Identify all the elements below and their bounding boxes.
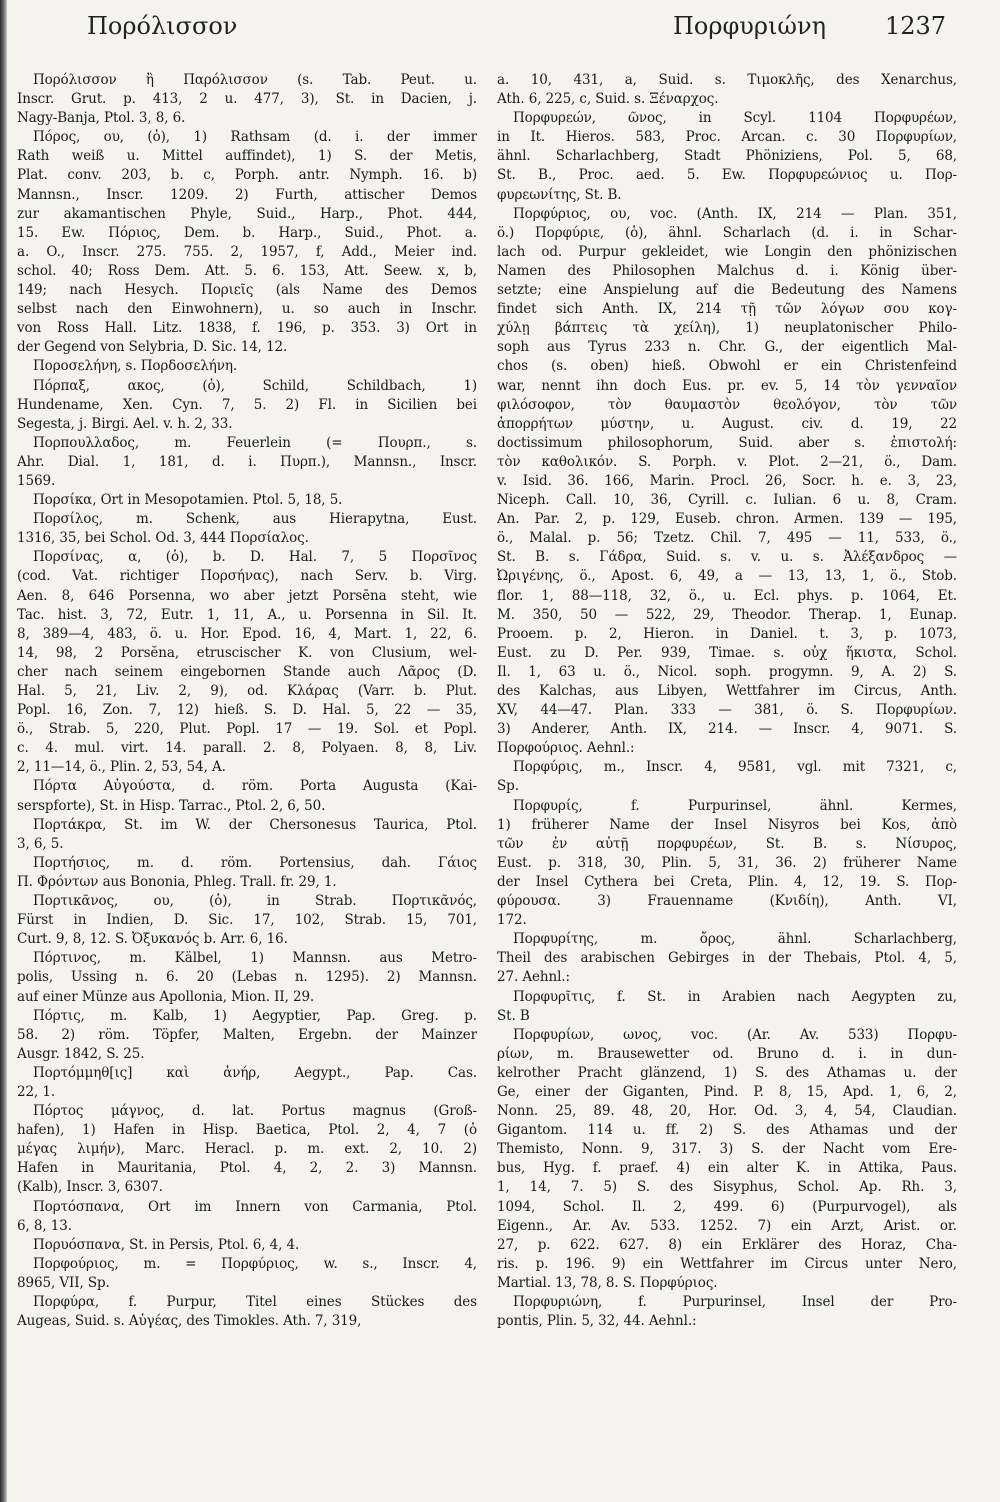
text-line: a. 10, 431, a, Suid. s. Τιμοκλῆς, des Xenarchus, (497, 72, 957, 88)
text-line: cher nach seinem eingebornen Stande auch Λᾶρος (D. (17, 663, 477, 680)
text-line: Aen. 8, 646 Porsenna, wo aber jetzt Porsēna steht, wie (17, 587, 477, 604)
entry-start-line: Πορσίκα, Ort in Mesopotamien. Ptol. 5, 18, 5. (33, 492, 343, 509)
text-line: Hafen in Mauritania, Ptol. 4, 2, 2. 3) Mannsn. (17, 1160, 477, 1177)
text-line: Fürst in Indien, D. Sic. 17, 102, Strab. 15, 701, (17, 912, 477, 929)
entry-start-line: Πορσίλος, m. Schenk, aus Hierapytna, Eust. (33, 511, 477, 528)
text-line: 3, 6, 5. (17, 835, 64, 852)
text-line: Nagy-Banja, Ptol. 3, 8, 6. (17, 110, 186, 127)
text-line: bus, Hyg. f. praef. 4) ein alter K. in Attika, Paus. (497, 1160, 957, 1177)
text-line: Namen des Philosophen Malchus d. i. König über- (497, 262, 957, 279)
entry-start-line: Πορτικᾶνος, ου, (ὁ), in Strab. Πορτικᾶνός, (33, 893, 477, 910)
text-line: 6, 8, 13. (17, 1217, 72, 1234)
text-line: flor. 1, 88—118, 32, ö., u. Ecl. phys. p. 1064, Et. (497, 587, 957, 604)
text-line: zur akamantischen Phyle, Suid., Harp., Phot. 444, (17, 205, 477, 222)
text-line: a. O., Inscr. 275. 755. 2, 1957, f, Add., Meier ind. (17, 243, 477, 260)
text-line: Segesta, j. Birgi. Ael. v. h. 2, 33. (17, 415, 233, 432)
text-line: in It. Hieros. 583, Proc. Arcan. c. 30 Πορφυρίων, (497, 129, 957, 146)
entry-start-line: Πορόλισσον ἢ Παρόλισσον (s. Tab. Peut. u. (33, 72, 477, 88)
text-line: 14, 98, 2 Porsĕna, etruscischer K. von Clusium, wel- (17, 644, 477, 661)
text-line: St. B (497, 1007, 530, 1024)
book-binding-edge (0, 0, 7, 1502)
text-line: chos (s. oben) hieß. Obwohl er ein Christenfeind (497, 358, 957, 375)
entry-start-line: Πορτόσπανα, Ort im Innern von Carmania, Ptol. (33, 1198, 477, 1215)
text-line: 8, 389—4, 483, ö. u. Hor. Epod. 16, 4, Mart. 1, 22, 6. (17, 625, 477, 642)
text-line: Πορφούριος. Aehnl.: (497, 740, 635, 757)
entry-start-line: Πορφούριος, m. = Πορφύριος, w. s., Inscr. 4, (33, 1255, 477, 1272)
text-line: c. 4. mul. virt. 14. parall. 2. 8, Polyaen. 8, 8, Liv. (17, 740, 477, 757)
text-line: 27, p. 622. 627. 8) ein Erklärer des Horaz, Cha- (497, 1236, 957, 1253)
text-line: der Insel Cythera bei Creta, Plin. 4, 12, 19. S. Πορ- (497, 873, 957, 890)
text-line: 2, 11—14, ö., Plin. 2, 53, 54, A. (17, 759, 226, 776)
text-line: Eust. zu D. Per. 939, Timae. s. οὐχ ἥκιστα, Schol. (497, 644, 957, 661)
text-line: τῶν ἐν αὐτῇ πορφυρέων, St. B. s. Νίσυρος, (497, 835, 957, 852)
entry-start-line: Πορπουλλαδος, m. Feuerlein (= Πουρπ., s. (33, 434, 477, 451)
text-line: μέγας λιμήν), Marc. Heracl. p. m. ext. 2, 10. 2) (17, 1141, 477, 1158)
text-line: χύλῃ βάπτεις τὰ χείλη), 1) neuplatonischer Philo- (497, 320, 957, 337)
text-line: ρίων, m. Brausewetter od. Bruno d. i. in dun- (497, 1045, 957, 1062)
text-line: 172. (497, 912, 527, 929)
entry-start-line: Πορφύρις, m., Inscr. 4, 9581, vgl. mit 7321, c, (513, 759, 957, 776)
text-line: ö., Strab. 5, 220, Plut. Popl. 17 — 19. Sol. et Popl. (17, 721, 477, 738)
text-line: An. Par. 2, p. 129, Euseb. chron. Armen. 139 — 195, (497, 511, 957, 528)
entry-start-line: Πορφυρεών, ῶνος, in Scyl. 1104 Πορφυρέων, (513, 110, 957, 127)
text-line: Mannsn., Inscr. 1209. 2) Furth, attischer Demos (17, 186, 477, 203)
entry-start-line: Πόρπαξ, ακος, (ὁ), Schild, Schildbach, 1) (33, 377, 477, 394)
entry-start-line: Ποροσελήνη, s. Πορδοσελήνη. (33, 358, 238, 375)
page-number: 1237 (885, 12, 947, 40)
text-line: polis, Ussing n. 6. 20 (Lebas n. 1295). 2) Mannsn. (17, 969, 477, 986)
text-line: lach od. Purpur gekleidet, wie Longin den phönizischen (497, 243, 957, 260)
text-line: ähnl. Scharlachberg, Stadt Phöniziens, Pol. 5, 68, (497, 148, 957, 165)
text-line: selbst nach den Einwohnern), u. so auch in Inschr. (17, 301, 477, 318)
text-line: ö., Malal. p. 56; Tzetz. Chil. 7, 495 — 11, 533, ö., (497, 530, 957, 547)
text-line: 1, 14, 7. 5) S. des Sisyphus, Schol. Ap. Rh. 3, (497, 1179, 957, 1196)
entry-start-line: Πορτάκρα, St. im W. der Chersonesus Taurica, Ptol. (33, 816, 477, 833)
text-line: Il. 1, 63 u. ö., Nicol. soph. progymn. 9, A. 2) S. (497, 663, 957, 680)
entry-start-line: Πορφυρίων, ωνος, voc. (Ar. Av. 533) Πορφυ- (513, 1026, 957, 1043)
text-line: v. Isid. 36. 166, Marin. Procl. 26, Socr. h. e. 3, 23, (497, 472, 957, 489)
text-line: findet sich Anth. IX, 214 τῇ τῶν λόγων σου κογ- (497, 301, 957, 318)
text-line: soph aus Tyrus 233 n. Chr. G., der eigentlich Mal- (497, 339, 957, 356)
entry-start-line: Πορτόμμηθ[ις] καὶ ἀνήρ, Aegypt., Pap. Cas. (33, 1064, 477, 1081)
entry-start-line: Πόρτος μάγνος, d. lat. Portus magnus (Groß- (33, 1103, 477, 1120)
text-line: 3) Anderer, Anth. IX, 214. — Inscr. 4, 9071. S. (497, 721, 957, 738)
text-line: Prooem. p. 2, Hieron. in Daniel. t. 3, p. 1073, (497, 625, 957, 642)
text-line: setzte; eine Anspielung auf die Bedeutung des Namens (497, 282, 957, 299)
text-line: hafen), 1) Hafen in Hisp. Baetica, Ptol. 2, 4, 7 (ὁ (17, 1122, 477, 1139)
text-line: Themisto, Nonn. 9, 317. 3) S. der Nacht vom Ere- (497, 1141, 957, 1158)
text-line: pontis, Plin. 5, 32, 44. Aehnl.: (497, 1313, 697, 1330)
text-line: 22, 1. (17, 1083, 56, 1100)
right-column (497, 71, 957, 1331)
text-line: φυρεωνίτης, St. B. (497, 186, 622, 203)
page-header (0, 12, 1000, 52)
text-line: Curt. 9, 8, 12. S. Ὀξυκανός b. Arr. 6, 16. (17, 931, 288, 948)
text-line: Hal. 5, 21, Liv. 2, 9), od. Κλάρας (Varr. b. Plut. (17, 683, 477, 699)
text-line: 1094, Schol. Il. 2, 499. 6) (Purpurvogel), als (497, 1198, 957, 1215)
text-line: Ge, einer der Giganten, Pind. P. 8, 15, Apd. 1, 6, 2, (497, 1083, 957, 1100)
text-line: 58. 2) röm. Töpfer, Malten, Ergebn. der Mainzer (17, 1026, 477, 1043)
text-line: M. 350, 50 — 522, 29, Theodor. Therap. 1, Eunap. (497, 606, 957, 623)
text-line: Sp. (497, 778, 519, 795)
entry-start-line: Πόρτα Αὐγούστα, d. röm. Porta Augusta (Kai- (33, 778, 477, 795)
text-line: (Kalb), Inscr. 3, 6307. (17, 1179, 163, 1196)
entry-start-line: Πορφύριος, ου, voc. (Anth. IX, 214 — Plan. 351, (513, 205, 957, 222)
entry-start-line: Πορφύρα, f. Purpur, Titel eines Stückes des (33, 1294, 477, 1310)
text-line: Popl. 16, Zon. 7, 12) hieß. S. D. Hal. 5, 22 — 35, (17, 702, 477, 719)
text-line: φιλόσοφον, τὸν θαυμαστὸν θεολόγον, τὸν τῶν (497, 396, 957, 413)
text-line: Plat. conv. 203, b. c, Porph. antr. Nymph. 16. b) (17, 167, 477, 184)
text-line: schol. 40; Ross Dem. Att. 5. 6. 153, Att. Seew. x, b, (17, 262, 477, 279)
entry-start-line: Πορφυρῖτις, f. St. in Arabien nach Aegypten zu, (513, 988, 957, 1005)
text-line: Ὠριγένης, ö., Apost. 6, 49, a — 13, 13, 1, ö., Stob. (497, 568, 957, 585)
text-line: (cod. Vat. richtiger Πορσήνας), nach Serv. b. Virg. (17, 568, 477, 585)
text-line: Rath weiß u. Mittel auffindet), 1) S. der Metis, (17, 148, 477, 165)
text-line: Nonn. 25, 89. 48, 20, Hor. Od. 3, 4, 54, Claudian. (497, 1103, 957, 1120)
left-column (17, 71, 477, 1331)
text-line: 1) früherer Name der Insel Nisyros bei Kos, ἀπὸ (497, 816, 957, 833)
text-line: Gigantom. 114 u. ff. 2) S. des Athamas und der (497, 1122, 957, 1139)
text-line: Inscr. Grut. p. 413, 2 u. 477, 3), St. in Dacien, j. (17, 91, 477, 108)
text-line: Ath. 6, 225, c, Suid. s. Ξέναρχος. (497, 91, 719, 108)
text-line: St. B., Proc. aed. 5. Ew. Πορφυρεώνιος u. Πορ- (497, 167, 957, 184)
entry-start-line: Πορφυρίς, f. Purpurinsel, ähnl. Kermes, (513, 797, 957, 814)
left-running-headword: Πορόλισσον (87, 12, 238, 40)
text-line: des Kalchas, aus Libyen, Wettfahrer im Circus, Anth. (497, 683, 957, 699)
text-line: doctissimum philosophorum, Suid. aber s. ἐπιστολή: (497, 434, 957, 451)
text-line: Eigenn., Ar. Av. 533. 1252. 7) ein Arzt, Arist. or. (497, 1217, 957, 1234)
entry-start-line: Πορφυριώνη, f. Purpurinsel, Insel der Pro- (513, 1294, 957, 1310)
text-line: Eust. p. 318, 30, Plin. 5, 31, 36. 2) früherer Name (497, 854, 957, 871)
text-line: τὸν καθολικόν. S. Porph. v. Plot. 2—21, ö., Dam. (497, 453, 957, 470)
text-line: ö.) Πορφύριε, (ὁ), ähnl. Scharlach (d. i. in Schar- (497, 224, 957, 241)
text-line: St. B. s. Γάδρα, Suid. s. v. u. s. Ἀλέξανδρος — (497, 549, 957, 566)
text-line: Ahr. Dial. 1, 181, d. i. Πυρπ.), Mannsn., Inscr. (17, 453, 477, 470)
text-line: Martial. 13, 78, 8. S. Πορφύριος. (497, 1274, 718, 1291)
text-line: Π. Φρόντων aus Bononia, Phleg. Trall. fr. 29, 1. (17, 873, 337, 890)
text-line: von Ross Hall. Litz. 1838, f. 196, p. 353. 3) Ort in (17, 320, 477, 337)
text-line: Ausgr. 1842, S. 25. (17, 1045, 145, 1062)
text-line: 149; nach Hesych. Ποριεῖς (als Name des Demos (17, 282, 477, 299)
text-line: 15. Ew. Πόριος, Dem. b. Harp., Suid., Phot. a. (17, 224, 477, 241)
text-line: serspforte), St. in Hisp. Tarrac., Ptol. 2, 6, 50. (17, 797, 326, 814)
text-line: 1316, 35, bei Schol. Od. 3, 444 Πορσίαλος. (17, 530, 309, 547)
text-line: φύρουσα. 3) Frauenname (Κνιδίη), Anth. VI, (497, 893, 957, 910)
entry-start-line: Πόρος, ου, (ὁ), 1) Rathsam (d. i. der immer (33, 129, 477, 146)
text-line: Hundename, Xen. Cyn. 7, 5. 2) Fl. in Sicilien bei (17, 396, 477, 413)
entry-start-line: Πορσίνας, α, (ὁ), b. D. Hal. 7, 5 Πορσῖνος (33, 549, 477, 566)
text-line: ἀπορρήτων μύστην, u. August. civ. d. 19, 22 (497, 415, 957, 432)
text-line: Theil des arabischen Gebirges in der Thebais, Ptol. 4, 5, (497, 950, 957, 967)
text-line: XV, 44—47. Plan. 333 — 381, ö. S. Πορφυρίων. (497, 702, 957, 719)
entry-start-line: Πορυόσπανα, St. in Persis, Ptol. 6, 4, 4. (33, 1236, 300, 1253)
text-line: Augeas, Suid. s. Αὐγέας, des Timokles. Ath. 7, 319, (17, 1313, 362, 1330)
entry-start-line: Πόρτινος, m. Kälbel, 1) Mannsn. aus Metro- (33, 950, 477, 967)
text-line: auf einer Münze aus Apollonia, Mion. II, 29. (17, 988, 315, 1005)
text-line: der Gegend von Selybria, D. Sic. 14, 12. (17, 339, 288, 356)
right-running-headword: Πορφυριώνη (673, 12, 826, 40)
text-line: kelrother Pracht glänzend, 1) S. des Athamas u. der (497, 1064, 957, 1081)
text-line: 1569. (17, 472, 56, 489)
entry-start-line: Πορφυρίτης, m. ὄρος, ähnl. Scharlachberg, (513, 931, 957, 948)
text-line: 27. Aehnl.: (497, 969, 570, 986)
text-line: 8965, VII, Sp. (17, 1274, 110, 1291)
text-line: ris. p. 196. 9) ein Wettfahrer im Circus unter Nero, (497, 1255, 957, 1272)
entry-start-line: Πορτήσιος, m. d. röm. Portensius, dah. Γάιος (33, 854, 477, 871)
text-line: Niceph. Call. 10, 36, Cyrill. c. Iulian. 6 u. 8, Cram. (497, 492, 957, 509)
text-line: Tac. hist. 3, 72, Eutr. 1, 11, A., u. Porsenna in Sil. It. (17, 606, 477, 623)
entry-start-line: Πόρτις, m. Kalb, 1) Aegyptier, Pap. Greg. p. (33, 1007, 477, 1024)
text-line: war, nennt ihn doch Eus. pr. ev. 5, 14 τὸν γενναῖον (497, 377, 957, 394)
